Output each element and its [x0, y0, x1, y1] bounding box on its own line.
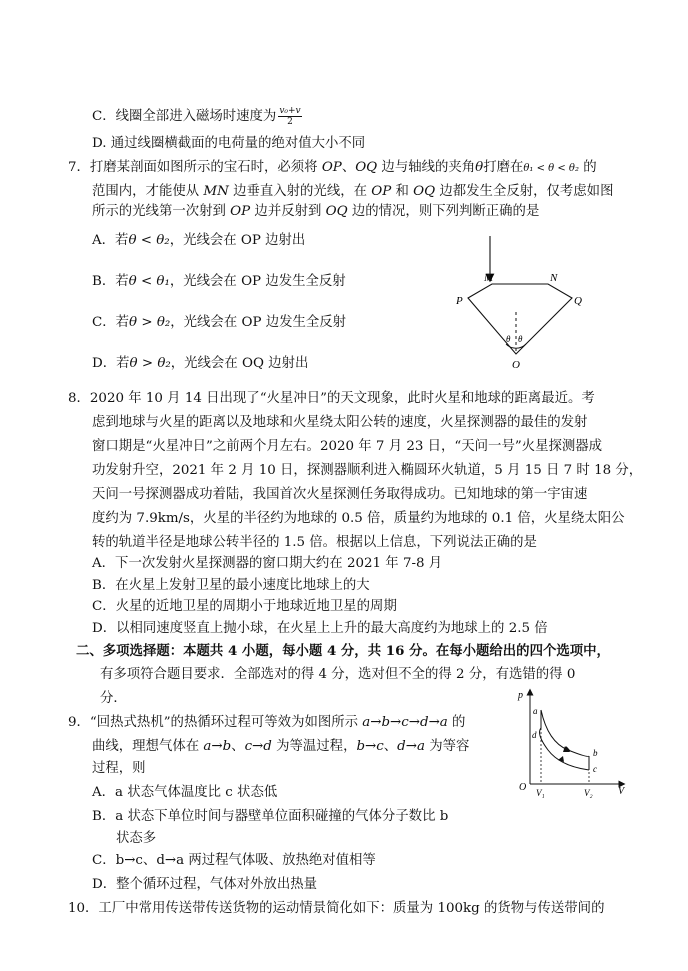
q8-line-5: 天问一号探测器成功着陆，我国首次火星探测任务取得成功。已知地球的第一宇宙速 — [92, 487, 588, 502]
label-a: a — [533, 706, 538, 716]
label-v: V — [618, 786, 625, 797]
q8-line-6: 度约为 7.9km/s，火星的半径约为地球的 0.5 倍，质量约为地球的 0.1 倍，火星绕太阳公 — [92, 511, 625, 526]
label-theta-left: θ — [506, 334, 511, 344]
label-v2: V₂ — [584, 788, 593, 798]
label-o: O — [512, 359, 520, 371]
q8-option-a: A．下一次发射火星探测器的窗口期大约在 2021 年 7-8 月 — [92, 556, 443, 571]
q6-fraction: $\frac{\text{v₀+v}}{2}$ — [279, 106, 301, 127]
q9-line-1: 9．“回热式热机”的热循环过程可等效为如图所示 a→b→c→d→a 的 — [68, 715, 466, 730]
q7-line-1: 7．打磨某剖面如图所示的宝石时，必须将 OP、OQ 边与轴线的夹角θ打磨在θ₁ < θ < θ₂ 的 — [68, 160, 597, 175]
q10-line-1: 10．工厂中常用传送带传送货物的运动情景简化如下：质量为 100kg 的货物与传送带间的 — [68, 901, 605, 916]
label-o: O — [519, 782, 527, 793]
arrow-a-b — [563, 746, 570, 752]
q8-line-7: 转的轨道半径是地球公转半径的 1.5 倍。根据以上信息，下列说法正确的是 — [92, 535, 537, 550]
q8-option-b: B．在火星上发射卫星的最小速度比地球上的大 — [92, 578, 370, 593]
label-p: P — [456, 295, 463, 307]
q8-line-4: 功发射升空，2021 年 2 月 10 日，探测器顺利进入椭圆环火轨道，5 月 15 日 7 时 18 分， — [92, 463, 643, 478]
q8-option-c: C．火星的近地卫星的周期小于地球近地卫星的周期 — [92, 599, 397, 614]
q7-gem-figure — [448, 228, 588, 376]
q7-option-d: D．若θ > θ₂，光线会在 OQ 边射出 — [92, 356, 309, 371]
q9-option-d: D．整个循环过程，气体对外放出热量 — [92, 877, 317, 892]
q6-option-c: C．线圈全部进入磁场时速度为 $\frac{\text{v₀+v}}{2}$ — [92, 106, 301, 127]
q9-option-a: A．a 状态气体温度比 c 状态低 — [92, 785, 278, 800]
q9-pv-diagram — [508, 686, 634, 800]
section-2-heading: 二、多项选择题：本题共 4 小题，每小题 4 分，共 16 分。在每小题给出的四个选项中， — [76, 643, 610, 659]
q8-line-1: 8．2020 年 10 月 14 日出现了“火星冲日”的天文现象，此时火星和地球的距离最近。考 — [68, 391, 595, 406]
label-d: d — [532, 730, 537, 740]
label-n: N — [550, 272, 558, 284]
q8-line-2: 虑到地球与火星的距离以及地球和火星绕太阳公转的速度，火星探测器的最佳的发射 — [92, 415, 588, 430]
q8-line-3: 窗口期是“火星冲日”之前两个月左右。2020 年 7 月 23 日，“天问一号”火星探测器成 — [92, 439, 603, 454]
q7-line-3: 所示的光线第一次射到 OP 边并反射到 OQ 边的情况，则下列判断正确的是 — [92, 204, 540, 219]
q7-option-b: B．若θ < θ₁，光线会在 OP 边发生全反射 — [92, 274, 346, 289]
label-q: Q — [574, 295, 582, 307]
q9-option-b: B．a 状态下单位时间与器壁单位面积碰撞的气体分子数比 b — [92, 809, 449, 824]
section-2-line-2: 有多项符合题目要求．全部选对的得 4 分，选对但不全的得 2 分，有选错的得 0 — [100, 667, 576, 682]
q9-option-b-cont: 状态多 — [116, 831, 157, 846]
label-theta-right: θ — [518, 334, 523, 344]
label-b: b — [593, 748, 598, 758]
label-v1: V₁ — [536, 788, 545, 798]
q8-option-d: D．以相同速度竖直上抛小球，在火星上上升的最大高度约为地球上的 2.5 倍 — [92, 621, 548, 636]
label-c: c — [593, 764, 597, 774]
q7-line-2: 范围内，才能使从 MN 边垂直入射的光线，在 OP 和 OQ 边都发生全反射，仅考虑如图 — [92, 184, 614, 199]
label-m: M — [484, 272, 494, 284]
label-p: p — [518, 690, 523, 701]
q7-option-a: A．若θ < θ₂，光线会在 OP 边射出 — [92, 233, 306, 248]
q6-option-d: D. 通过线圈横截面的电荷量的绝对值大小不同 — [92, 136, 366, 151]
q9-line-3: 过程，则 — [92, 761, 146, 776]
q9-line-2: 曲线，理想气体在 a→b、c→d 为等温过程，b→c、d→a 为等容 — [92, 739, 470, 754]
section-2-line-3: 分． — [100, 691, 127, 706]
q7-option-c: C．若θ > θ₂，光线会在 OP 边发生全反射 — [92, 315, 347, 330]
q9-option-c: C．b→c、d→a 两过程气体吸、放热绝对值相等 — [92, 853, 376, 868]
